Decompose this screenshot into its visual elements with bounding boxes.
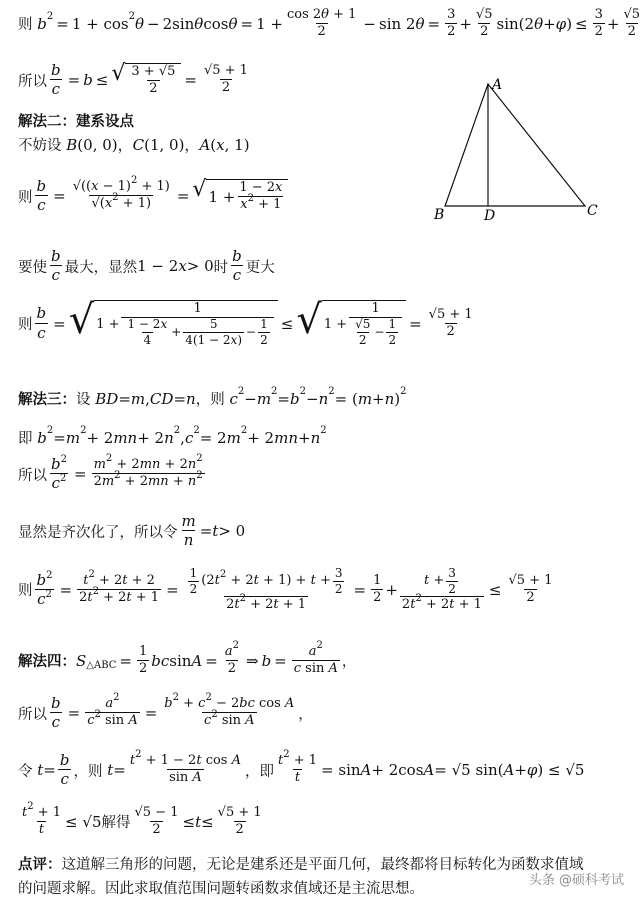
equation-line-1: 则 b 2 = 1 + cos 2 θ − 2sin θ cos θ = 1 + $\frac{\cos 2\theta + 1}{2}$ − sin 2 θ = $\frac{3}{2}$ + $\frac{√5}{2}$ sin(2 θ + φ ) ≤ $\frac{3}{2}$ + $\frac{√5}{2}$	[18, 7, 640, 39]
equation-line-7: 所以 $\frac{b^2}{c^2}$ = $\frac{m^2 + 2mn + 2n^2}{2m^2 + 2mn + n^2}$	[18, 453, 203, 493]
equation-line-12: $\frac{t^2 + 1}{t}$ ≤ √5 解得 $\frac{√5 - 1}{2}$ ≤ t ≤ $\frac{√5 + 1}{2}$	[22, 801, 262, 837]
text-she: 设	[76, 392, 91, 408]
vertex-label-a: A	[492, 78, 503, 93]
equation-line-10: 所以 $\frac{b}{c}$ = $\frac{a^2}{c^2 \sin A}$ = $\frac{b^2 + c^2 - 2bc \cos A}{c^2 \sin A}$ ，	[18, 692, 313, 732]
text-ze: 则	[18, 17, 33, 34]
text-zuida: 最大，显然	[64, 259, 138, 276]
equation-method3: 解法三： 设 BD = m , CD = n ， 则 c 2 − m 2 = b 2 − n 2 = ( m + n ) 2	[18, 386, 407, 408]
equation-line-5: 则 $\frac{b}{c}$ = √ 1 + 1 $\frac{1 - 2x}{4}$ + $\frac{5}{4(1 - 2x)}$ − $\frac{1}{2}$ ≤ √ 1 + 1 $\frac{√5}{2}$ − $\frac{1}{2}$ = $\frac{√5 + 1}{2}$	[18, 297, 473, 347]
equation-line-2: 所以 $\frac{b}{c}$ = b ≤ √ $\frac{3 + √5}{2}$ = $\frac{√5 + 1}{2}$	[18, 61, 248, 99]
equation-line-11: 令 t = $\frac{b}{c}$ ， 则 t = $\frac{t^2 + 1 - 2t \cos A}{\text{sin A}}$ ， 即 $\frac{t^2 + 1}{t}$ = sin A + 2cos A = √5 sin( A + φ ) ≤ √5	[18, 749, 585, 789]
comment-label: 点评：	[18, 857, 62, 873]
text-ji: 即	[18, 431, 33, 447]
comment-line-2	[18, 877, 424, 898]
text-shi: 时	[213, 259, 229, 276]
equation-line-6: 即 b 2 = m 2 + 2 mn + 2 n 2 , c 2 = 2 m 2 + 2 mn + n 2	[18, 425, 327, 447]
text-yaoshi: 要使	[18, 259, 47, 276]
triangle-abc	[445, 84, 585, 206]
text-ze-3: 则	[18, 317, 33, 334]
text-xianran: 显然是齐次化了，所以令	[18, 524, 178, 541]
text-ling: 令	[18, 763, 33, 780]
text-bufang: 不妨设	[18, 138, 62, 154]
equation-method4: 解法四： S △ABC = $\frac{1}{2}$ bc sin A = $\frac{a^2}{2}$ ⇒ b = $\frac{a^2}{\text{c sin A}}$ ，	[18, 640, 357, 676]
method3-heading: 解法三：	[18, 392, 76, 408]
text-suoyi-3: 所以	[18, 706, 47, 723]
equation-line-4: 要使 $\frac{b}{c}$ 最大，显然 1 − 2 x > 0 时 $\frac{b}{c}$ 更大	[18, 247, 275, 285]
comment-text-1: 这道解三角形的问题，无论是建系还是平面几何，最终都将目标转化为函数求值域	[61, 857, 584, 873]
comment-text-2: 的问题求解。因此求取值范围问题转函数求值域还是主流思想。	[18, 881, 424, 897]
watermark: 头条 @硕科考试	[528, 873, 624, 888]
text-gengda: 更大	[245, 259, 275, 276]
equation-line-8: 显然是齐次化了，所以令 $\frac{m}{n}$ = t > 0	[18, 512, 246, 550]
text-ze-6: 则	[87, 763, 103, 780]
comment-line-1	[18, 853, 584, 874]
text-ze-4: 则	[210, 392, 225, 408]
text-ze-2: 则	[18, 189, 33, 206]
vertex-label-b: B	[434, 207, 445, 223]
text-suoyi-2: 所以	[18, 467, 47, 484]
foot-label-d: D	[484, 208, 496, 224]
equation-line-9: 则 $\frac{b^2}{c^2}$ = $\frac{t^2 + 2t + 2}{2t^2 + 2t + 1}$ = $\frac{1}{2}$ $(2t^2 + 2t + 1) + t$ + $\frac{3}{2}$ $2t^2 + 2t + 1$ = $\frac{1}{2}$ + t + $\frac{3}{2}$ $2t^2 + 2t + 1$ ≤ $\frac{√5 + 1}{2}$	[18, 566, 553, 613]
text-suoyi: 所以	[18, 73, 47, 90]
vertex-label-c: C	[587, 203, 598, 219]
triangle-figure	[425, 78, 625, 228]
text-ze-5: 则	[18, 583, 33, 600]
equation-setpoints: 不妨设 B (0, 0)， C (1, 0)， A ( x , 1)	[18, 135, 250, 154]
equation-line-3: 则 $\frac{b}{c}$ = $\frac{√((x - 1)^2 + 1)}{√(x^2 + 1)}$ = √ 1 + $\frac{1 - 2x}{x^2 + 1}$	[18, 178, 288, 214]
text-jide: 解得	[101, 815, 131, 832]
method4-heading: 解法四：	[18, 654, 76, 671]
method2-heading: 解法二：建系设点	[18, 114, 134, 130]
text-ji-2: 即	[259, 763, 274, 780]
